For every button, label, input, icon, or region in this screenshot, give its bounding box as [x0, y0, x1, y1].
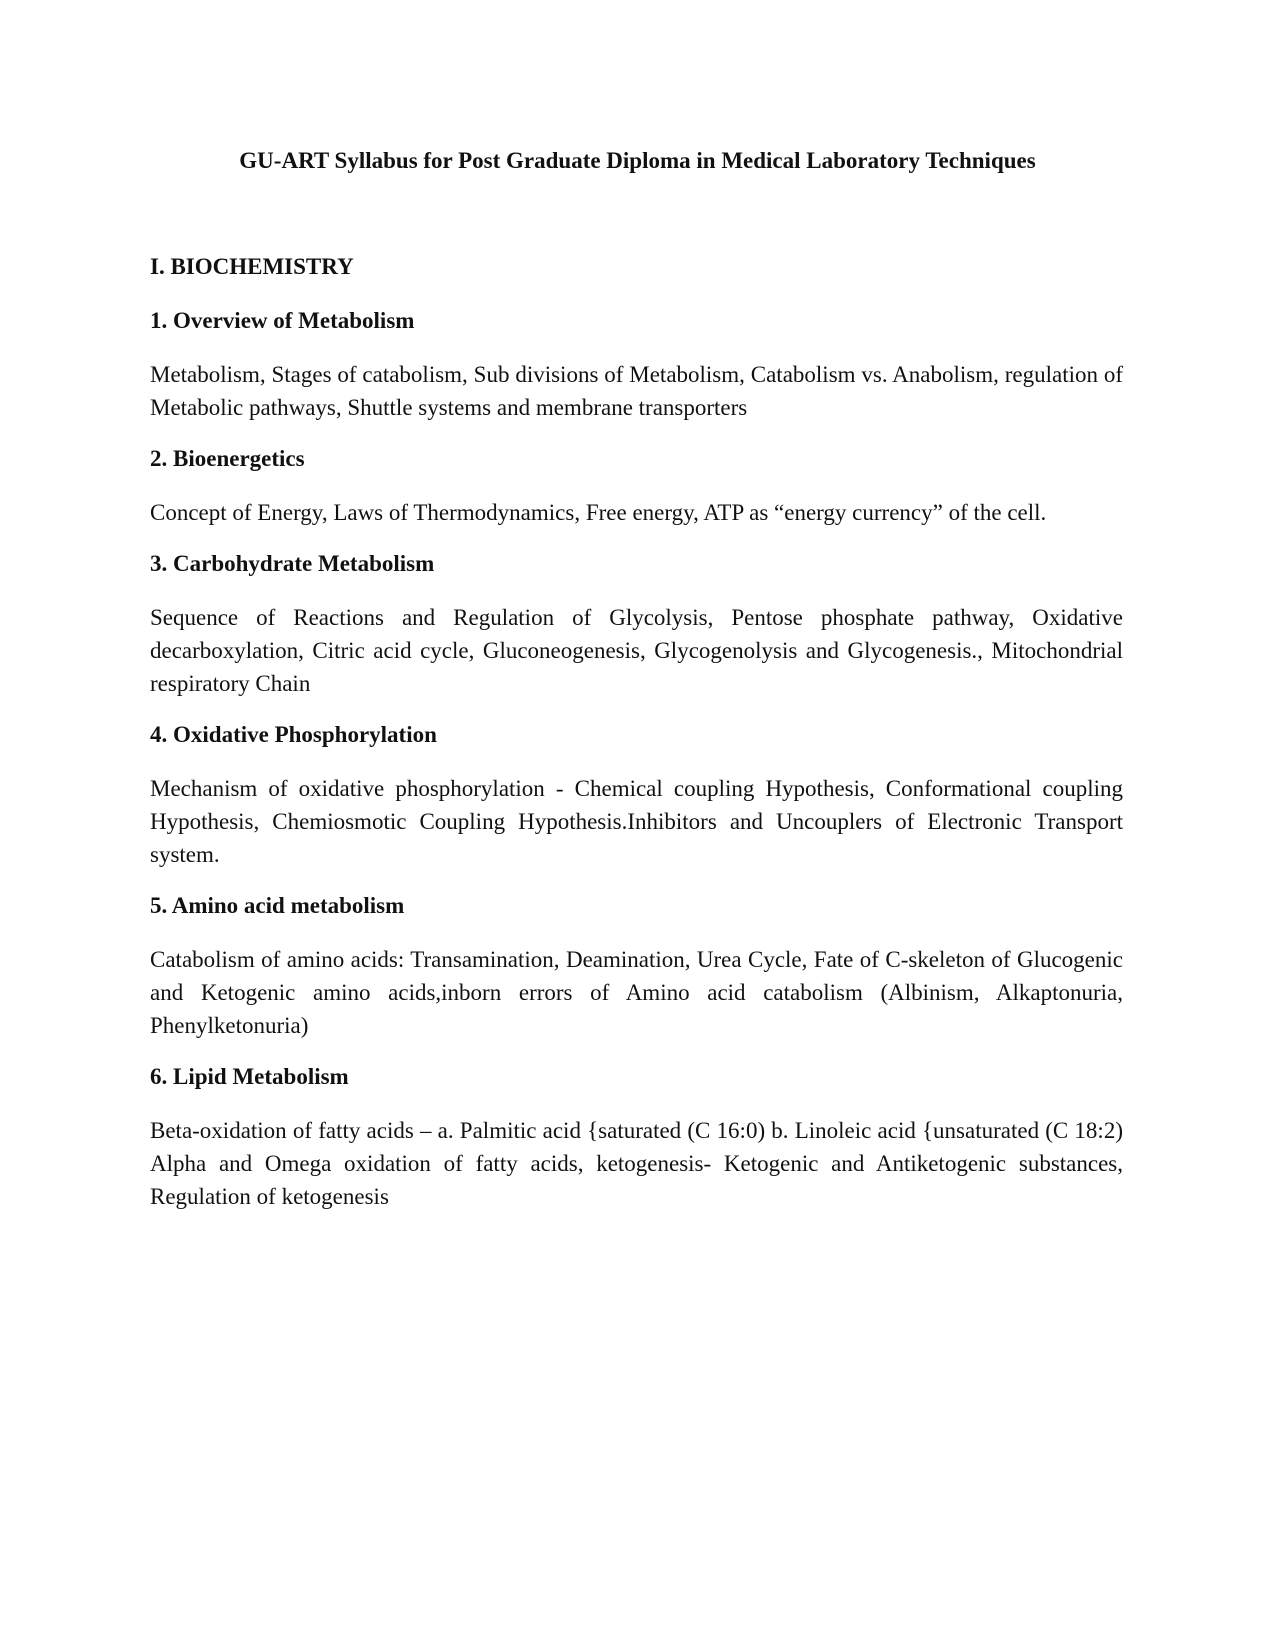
section-heading: 6. Lipid Metabolism — [150, 1064, 349, 1089]
section-body: Beta-oxidation of fatty acids – a. Palmitic acid {saturated (C 16:0) b. Linoleic acid {unsaturated (C 18:2) Alpha and Omega oxidation of fatty acids, ketogenesis- Ketogenic and Antiketogenic substances, Regulation of ketogenesis — [150, 1118, 1123, 1209]
section-body: Sequence of Reactions and Regulation of Glycolysis, Pentose phosphate pathway, Oxidative decarboxylation, Citric acid cycle, Gluconeogenesis, Glycogenolysis and Glycogenesis., Mitochondrial respiratory Chain — [150, 605, 1123, 696]
section-bioenergetics — [150, 444, 1123, 529]
section-oxidative-phosphorylation — [150, 720, 1123, 871]
document-title: GU-ART Syllabus for Post Graduate Diploma in Medical Laboratory Techniques — [239, 148, 1036, 173]
section-heading: 3. Carbohydrate Metabolism — [150, 551, 435, 576]
section-heading: 4. Oxidative Phosphorylation — [150, 722, 437, 747]
section-body: Metabolism, Stages of catabolism, Sub divisions of Metabolism, Catabolism vs. Anabolism, regulation of Metabolic pathways, Shuttle systems and membrane transporters — [150, 362, 1123, 420]
document-content — [150, 252, 1123, 1233]
section-body: Catabolism of amino acids: Transamination, Deamination, Urea Cycle, Fate of C-skeleton of Glucogenic and Ketogenic amino acids,inborn errors of Amino acid catabolism (Albinism, Alkaptonuria, Phenylketonuria) — [150, 947, 1123, 1038]
section-lipid-metabolism — [150, 1062, 1123, 1213]
part-heading: I. BIOCHEMISTRY — [150, 254, 354, 279]
section-heading: 1. Overview of Metabolism — [150, 308, 415, 333]
section-heading: 2. Bioenergetics — [150, 446, 305, 471]
section-amino-acid-metabolism — [150, 891, 1123, 1042]
section-body: Mechanism of oxidative phosphorylation - Chemical coupling Hypothesis, Conformational coupling Hypothesis, Chemiosmotic Coupling Hypothesis.Inhibitors and Uncouplers of Electronic Transport system. — [150, 776, 1123, 867]
section-carbohydrate-metabolism — [150, 549, 1123, 700]
section-heading: 5. Amino acid metabolism — [150, 893, 405, 918]
section-overview-of-metabolism — [150, 306, 1123, 424]
section-body: Concept of Energy, Laws of Thermodynamics, Free energy, ATP as “energy currency” of the cell. — [150, 500, 1047, 525]
